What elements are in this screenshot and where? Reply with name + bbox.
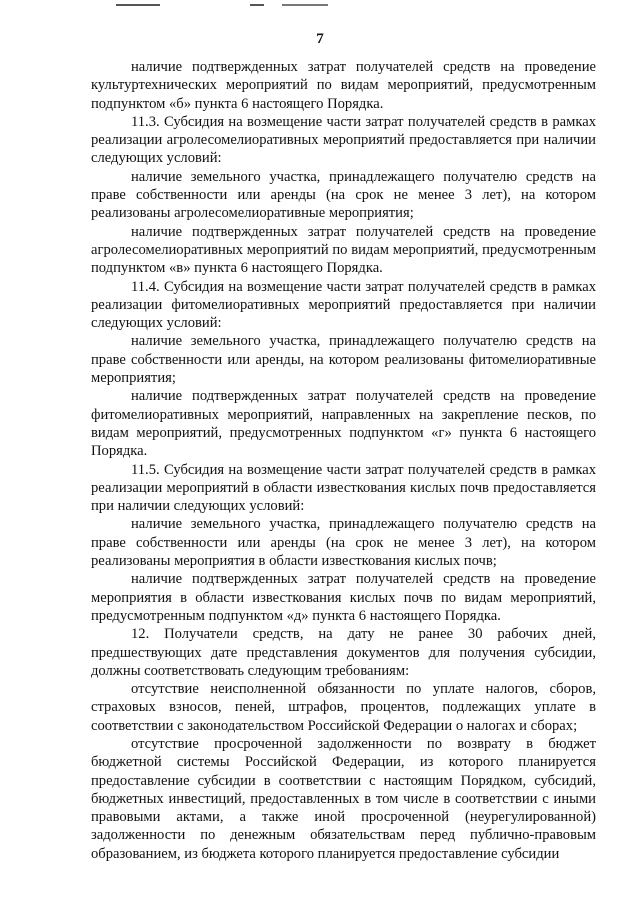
paragraph: отсутствие неисполненной обязанности по уплате налогов, сборов, страховых взносов, пеней, штрафов, процентов, подлежащих уплате в соответствии с законодательством Российской Федерации о налогах и сборах; [91,681,596,734]
paragraph: наличие земельного участка, принадлежащего получателю средств на праве собственности или аренды, на котором реализованы фитомелиоративные мероприятия; [91,333,596,387]
paragraph: 11.3. Субсидия на возмещение части затрат получателей средств в рамках реализации агролесомелиоративных мероприятий предоставляется при наличии следующих условий: [91,113,596,167]
scan-artifact [250,4,264,6]
paragraph: наличие подтвержденных затрат получателей средств на проведение агролесомелиоративных мероприятий по видам мероприятий, предусмотренным подпунктом «в» пункта 6 настоящего Порядка. [91,223,596,277]
scan-artifact [282,4,328,6]
paragraph: наличие подтвержденных затрат получателей средств на проведение культуртехнических мероприятий по видам мероприятий, предусмотренным подпунктом «б» пункта 6 настоящего Порядка. [91,59,596,112]
paragraph: отсутствие просроченной задолженности по возврату в бюджет бюджетной системы Российской Федерации, из которого планируется предоставление субсидии в соответствии с настоящим Порядком, субсидий, бюджетных инвестиций, предоставленных в том числе в соответствии с иными правовыми актами, а также иной просроченной (неурегулированной) задолженности по денежным обязательствам перед публично-правовым образованием, из бюджета которого планируется предоставление субсидии [91,735,596,862]
paragraph: наличие подтвержденных затрат получателей средств на проведение мероприятия в области известкования кислых почв по видам мероприятий, предусмотренным подпунктом «д» пункта 6 настоящего Порядка. [91,571,596,624]
document-body [91,58,596,863]
paragraph: 12. Получатели средств, на дату не ранее 30 рабочих дней, предшествующих дате представления документов для получения субсидии, должны соответствовать следующим требованиям: [91,626,596,679]
paragraph: наличие подтвержденных затрат получателей средств на проведение фитомелиоративных мероприятий, направленных на закрепление песков, по видам мероприятий, предусмотренных подпунктом «г» пункта 6 настоящего Порядка. [91,388,596,460]
paragraph: наличие земельного участка, принадлежащего получателю средств на праве собственности или аренды (на срок не менее 3 лет), на котором реализованы агролесомелиоративные мероприятия; [91,168,596,222]
paragraph: 11.4. Субсидия на возмещение части затрат получателей средств в рамках реализации фитомелиоративных мероприятий предоставляется при наличии следующих условий: [91,278,596,332]
paragraph: 11.5. Субсидия на возмещение части затрат получателей средств в рамках реализации мероприятий в области известкования кислых почв предоставляется при наличии следующих условий: [91,461,596,515]
paragraph: наличие земельного участка, принадлежащего получателю средств на праве собственности или аренды (на срок не менее 3 лет), на котором реализованы мероприятия в области известкования кислых почв; [91,516,596,570]
scan-artifact [116,4,160,6]
page-number: 7 [316,31,324,47]
